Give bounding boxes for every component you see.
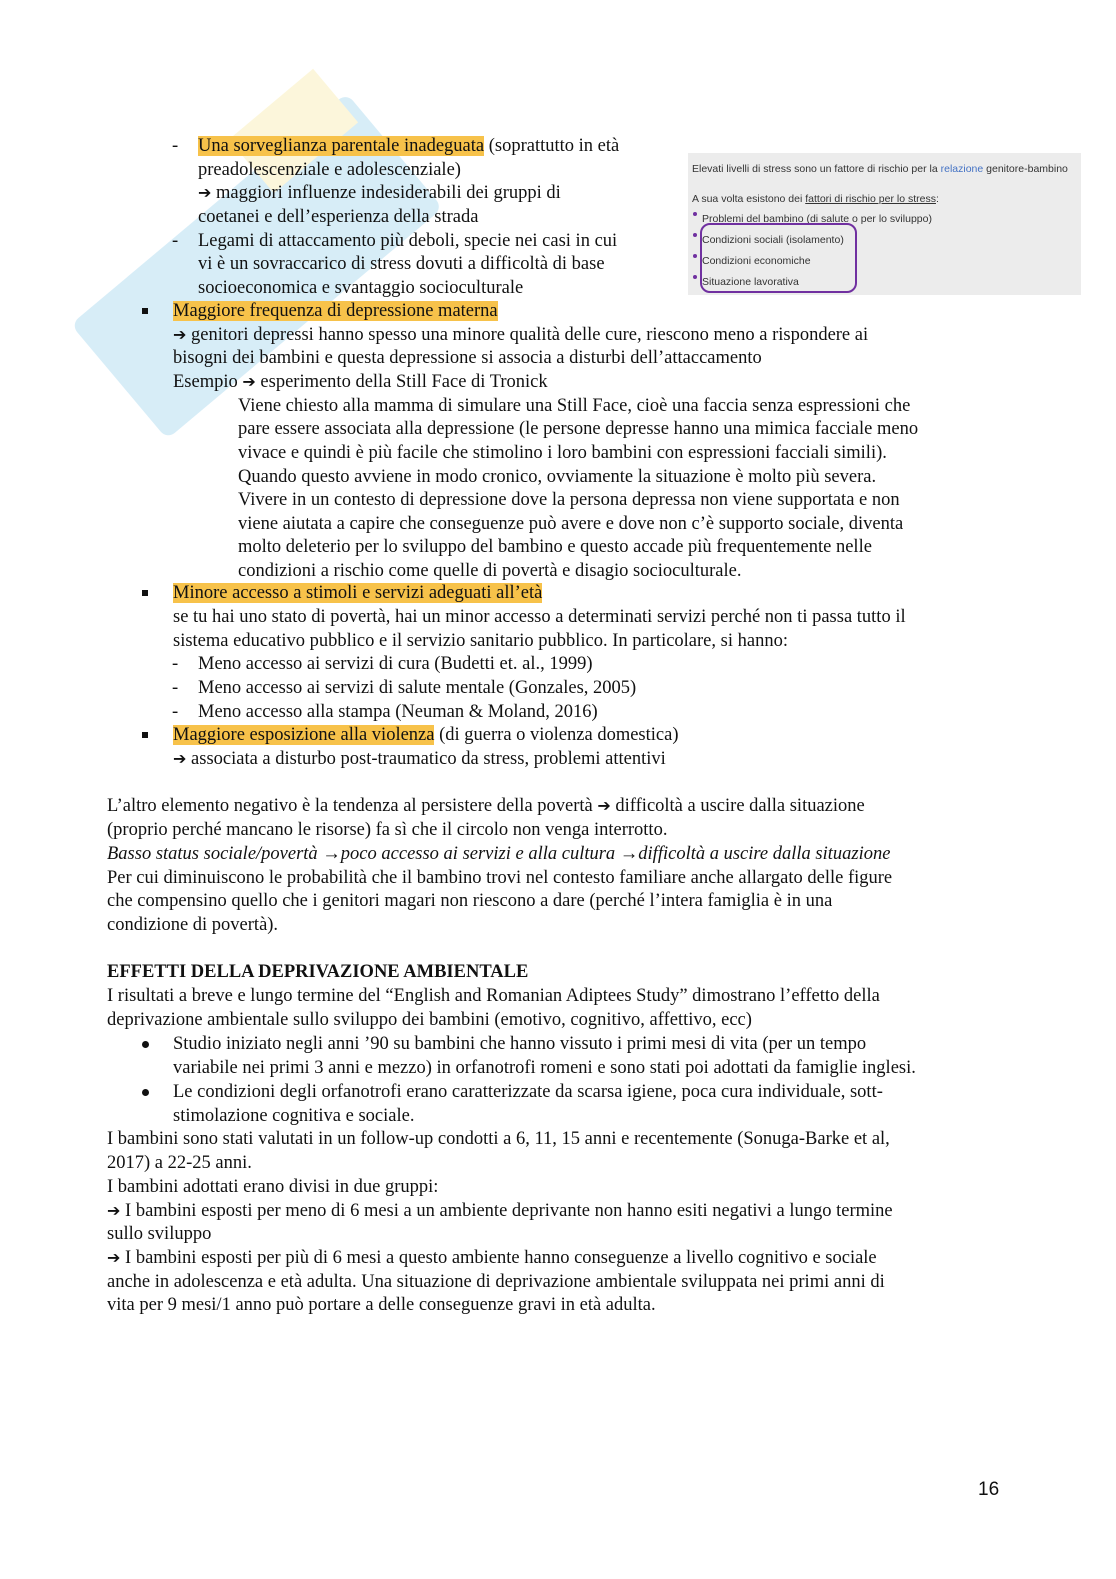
para-italic-line: Basso status sociale/povertà →poco accesso ai servizi e alla cultura →difficoltà a uscire dalla situazione: [107, 844, 891, 864]
dash-bullet: -: [172, 702, 179, 722]
slide-title: Elevati livelli di stress sono un fattore di rischio per la relazione genitore-bambino: [692, 163, 1068, 175]
accesso-item: Meno accesso alla stampa (Neuman & Moland, 2016): [198, 702, 598, 722]
para-line: Per cui diminuiscono le probabilità che il bambino trovi nel contesto familiare anche allargato delle figure: [107, 868, 893, 888]
accesso-heading: Minore accesso a stimoli e servizi adeguati all’età: [173, 583, 543, 603]
section-line: 2017) a 22-25 anni.: [107, 1153, 252, 1173]
section-bullet-line: stimolazione cognitiva e sociale.: [173, 1106, 415, 1126]
block1-line6: vi è un sovraccarico di stress dovuti a difficoltà di base: [198, 254, 605, 274]
section-bullet-line: Le condizioni degli orfanotrofi erano caratterizzate da scarsa igiene, poca cura individuale, sott-: [173, 1082, 883, 1102]
block1-line5: Legami di attaccamento più deboli, specie nei casi in cui: [198, 231, 618, 251]
section-title: EFFETTI DELLA DEPRIVAZIONE AMBIENTALE: [107, 962, 529, 982]
depressione-line1: ➔ genitori depressi hanno spesso una minore qualità delle cure, riescono meno a rispondere ai: [173, 325, 869, 345]
slide-bullet: [693, 275, 697, 279]
para-line: L’altro elemento negativo è la tendenza al persistere della povertà ➔ difficoltà a uscire dalla situazione: [107, 796, 865, 816]
slide-bullet: [693, 233, 697, 237]
dash-bullet: -: [172, 231, 179, 251]
slide-bullet: [693, 254, 697, 258]
accesso-item: Meno accesso ai servizi di salute mentale (Gonzales, 2005): [198, 678, 637, 698]
slide-subtitle: A sua volta esistono dei fattori di rischio per lo stress:: [692, 193, 939, 205]
block1-line3: ➔ maggiori influenze indesiderabili dei gruppi di: [198, 183, 561, 203]
para-line: condizione di povertà).: [107, 915, 279, 935]
still-face-para: pare essere associata alla depressione (le persone depresse hanno una mimica facciale meno: [238, 419, 919, 439]
dash-bullet: -: [172, 654, 179, 674]
still-face-para: vivace e quindi è più facile che stimolino i loro bambini con espressioni facciali simili).: [238, 443, 887, 463]
section-bullet-line: variabile nei primi 3 anni e mezzo) in orfanotrofi romeni e sono stati poi adottati da famiglie inglesi.: [173, 1058, 916, 1078]
arrow-icon: ➔: [173, 325, 187, 344]
section-line: ➔ I bambini esposti per più di 6 mesi a questo ambiente hanno conseguenze a livello cognitivo e sociale: [107, 1248, 877, 1268]
slide-item: Condizioni economiche: [702, 255, 811, 267]
arrow-icon: ➔: [198, 183, 212, 202]
section-line: I risultati a breve e lungo termine del “English and Romanian Adiptees Study” dimostrano l’effetto della: [107, 986, 880, 1006]
esempio-line: Esempio ➔ esperimento della Still Face di Tronick: [173, 372, 548, 392]
page-number: 16: [978, 1479, 1000, 1500]
dash-bullet: -: [172, 136, 179, 156]
slide-item: Condizioni sociali (isolamento): [702, 234, 844, 246]
block1-line1: Una sorveglianza parentale inadeguata (soprattutto in età: [198, 136, 620, 156]
section-line: sullo sviluppo: [107, 1224, 212, 1244]
section-line: ➔ I bambini esposti per meno di 6 mesi a un ambiente deprivante non hanno esiti negativi a lungo termine: [107, 1201, 893, 1221]
arrow-icon: ➔: [173, 749, 187, 768]
violenza-heading: Maggiore esposizione alla violenza (di guerra o violenza domestica): [173, 725, 679, 745]
depressione-heading: Maggiore frequenza di depressione materna: [173, 301, 498, 321]
block1-line4: coetanei e dell’esperienza della strada: [198, 207, 479, 227]
square-bullet: [142, 590, 148, 596]
section-line: I bambini sono stati valutati in un follow-up condotti a 6, 11, 15 anni e recentemente (Sonuga-Barke et al,: [107, 1129, 890, 1149]
square-bullet: [142, 732, 148, 738]
section-line: anche in adolescenza e età adulta. Una situazione di deprivazione ambientale sviluppata nei primi anni di: [107, 1272, 885, 1292]
section-bullet-line: Studio iniziato negli anni ’90 su bambini che hanno vissuto i primi mesi di vita (per un tempo: [173, 1034, 867, 1054]
violenza-line2: ➔ associata a disturbo post-traumatico da stress, problemi attentivi: [173, 749, 666, 769]
round-bullet: [142, 1089, 149, 1096]
para-line: che compensino quello che i genitori magari non riescono a dare (perché l’intera famiglia è in una: [107, 891, 833, 911]
slide-bullet: [693, 212, 697, 216]
depressione-line2: bisogni dei bambini e questa depressione si associa a disturbi dell’attaccamento: [173, 348, 762, 368]
slide-item: Problemi del bambino (di salute o per lo sviluppo): [702, 213, 932, 225]
dash-bullet: -: [172, 678, 179, 698]
still-face-para: condizioni a rischio come quelle di povertà e disagio socioculturale.: [238, 561, 742, 581]
arrow-icon: ➔: [107, 1201, 121, 1220]
round-bullet: [142, 1041, 149, 1048]
accesso-line2: sistema educativo pubblico e il servizio sanitario pubblico. In particolare, si hanno:: [173, 631, 788, 651]
still-face-para: Vivere in un contesto di depressione dove la persona depressa non viene supportata e non: [238, 490, 900, 510]
section-line: deprivazione ambientale sullo sviluppo dei bambini (emotivo, cognitivo, affettivo, ecc): [107, 1010, 752, 1030]
block1-line7: socioeconomica e svantaggio socioculturale: [198, 278, 524, 298]
accesso-item: Meno accesso ai servizi di cura (Budetti et. al., 1999): [198, 654, 593, 674]
still-face-para: molto deleterio per lo sviluppo del bambino e questo accade più frequentemente nelle: [238, 537, 872, 557]
still-face-para: viene aiutata a capire che conseguenze può avere e dove non c’è supporto sociale, diventa: [238, 514, 904, 534]
para-line: (proprio perché mancano le risorse) fa sì che il circolo non venga interrotto.: [107, 820, 668, 840]
arrow-icon: ➔: [107, 1248, 121, 1267]
arrow-icon: ➔: [597, 796, 611, 815]
accesso-line1: se tu hai uno stato di povertà, hai un minor accesso a determinati servizi perché non ti passa tutto il: [173, 607, 906, 627]
square-bullet: [142, 308, 148, 314]
section-line: I bambini adottati erano divisi in due gruppi:: [107, 1177, 439, 1197]
block1-line2: preadolescenziale e adolescenziale): [198, 160, 461, 180]
section-line: vita per 9 mesi/1 anno può portare a delle conseguenze gravi in età adulta.: [107, 1295, 656, 1315]
slide-item: Situazione lavorativa: [702, 276, 799, 288]
slide-image: [688, 153, 1081, 295]
arrow-icon: ➔: [242, 372, 256, 391]
still-face-para: Viene chiesto alla mamma di simulare una Still Face, cioè una faccia senza espressioni che: [238, 396, 911, 416]
still-face-para: Quando questo avviene in modo cronico, ovviamente la situazione è molto più severa.: [238, 467, 877, 487]
